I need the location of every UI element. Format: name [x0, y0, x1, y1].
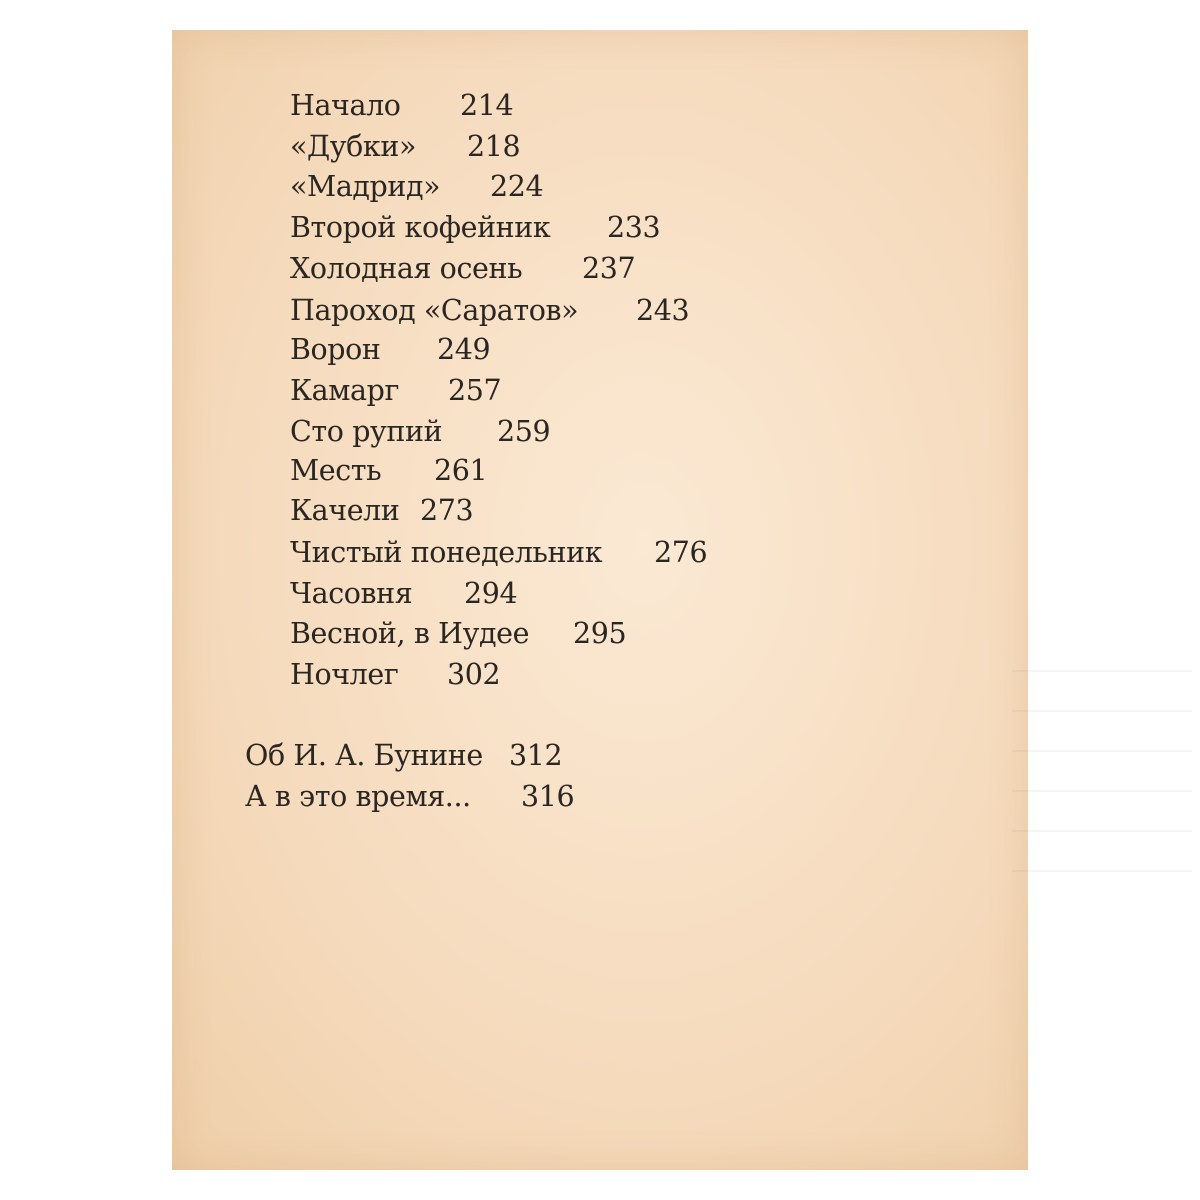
toc-entry-page: 249: [437, 333, 491, 366]
toc-entry-title: Ночлег: [290, 658, 399, 691]
toc-entry-title: А в это время...: [245, 780, 471, 813]
toc-entry: [290, 374, 502, 407]
toc-entry-title: Чистый понедельник: [290, 536, 603, 569]
toc-entry-title: Пароход «Саратов»: [290, 294, 579, 327]
toc-entry-page: 312: [509, 739, 563, 772]
toc-entry-title: Качели: [290, 494, 400, 527]
toc-entry-title: Ворон: [290, 333, 381, 366]
toc-entry: [290, 252, 636, 285]
toc-entry: [290, 536, 708, 569]
toc-entry: [245, 739, 563, 772]
toc-entry: [290, 170, 544, 203]
toc-entry-title: Холодная осень: [290, 252, 523, 285]
toc-entry-title: «Дубки»: [290, 130, 416, 163]
toc-entry-title: Весной, в Иудее: [290, 617, 530, 650]
toc-entry: [290, 494, 474, 527]
toc-entry-title: Второй кофейник: [290, 211, 551, 244]
toc-entry-page: 237: [582, 252, 636, 285]
toc-entry-page: 294: [464, 577, 518, 610]
toc-entry-page: 273: [420, 494, 474, 527]
toc-entry-page: 316: [521, 780, 575, 813]
toc-entry-page: 224: [490, 170, 544, 203]
toc-entry-page: 302: [447, 658, 501, 691]
toc-entry-title: «Мадрид»: [290, 170, 441, 203]
toc-entry-title: Сто рупий: [290, 415, 443, 448]
toc-entry: [290, 415, 551, 448]
toc-entry-page: 243: [636, 294, 690, 327]
toc-entry-title: Месть: [290, 454, 382, 487]
toc-entry: [290, 211, 661, 244]
toc-entry-page: 214: [460, 89, 514, 122]
toc-entry-page: 276: [654, 536, 708, 569]
toc-entry: [290, 617, 627, 650]
toc-entry: [245, 780, 575, 813]
toc-entry: [290, 130, 521, 163]
toc-entry: [290, 294, 690, 327]
toc-entry-title: Об И. А. Бунине: [245, 739, 483, 772]
toc-entry-page: 259: [497, 415, 551, 448]
toc-entry-page: 233: [607, 211, 661, 244]
toc-entry: [290, 577, 518, 610]
toc-entry-page: 218: [467, 130, 521, 163]
toc-entry-page: 257: [448, 374, 502, 407]
toc-entry: [290, 658, 501, 691]
toc-entry: [290, 89, 514, 122]
toc-entry: [290, 454, 488, 487]
toc-entry-title: Начало: [290, 89, 401, 122]
toc-entry-page: 261: [434, 454, 488, 487]
toc-entry: [290, 333, 491, 366]
bleed-through-lines: [1012, 670, 1192, 910]
toc-entry-page: 295: [573, 617, 627, 650]
toc-entry-title: Камарг: [290, 374, 399, 407]
toc-entry-title: Часовня: [290, 577, 413, 610]
